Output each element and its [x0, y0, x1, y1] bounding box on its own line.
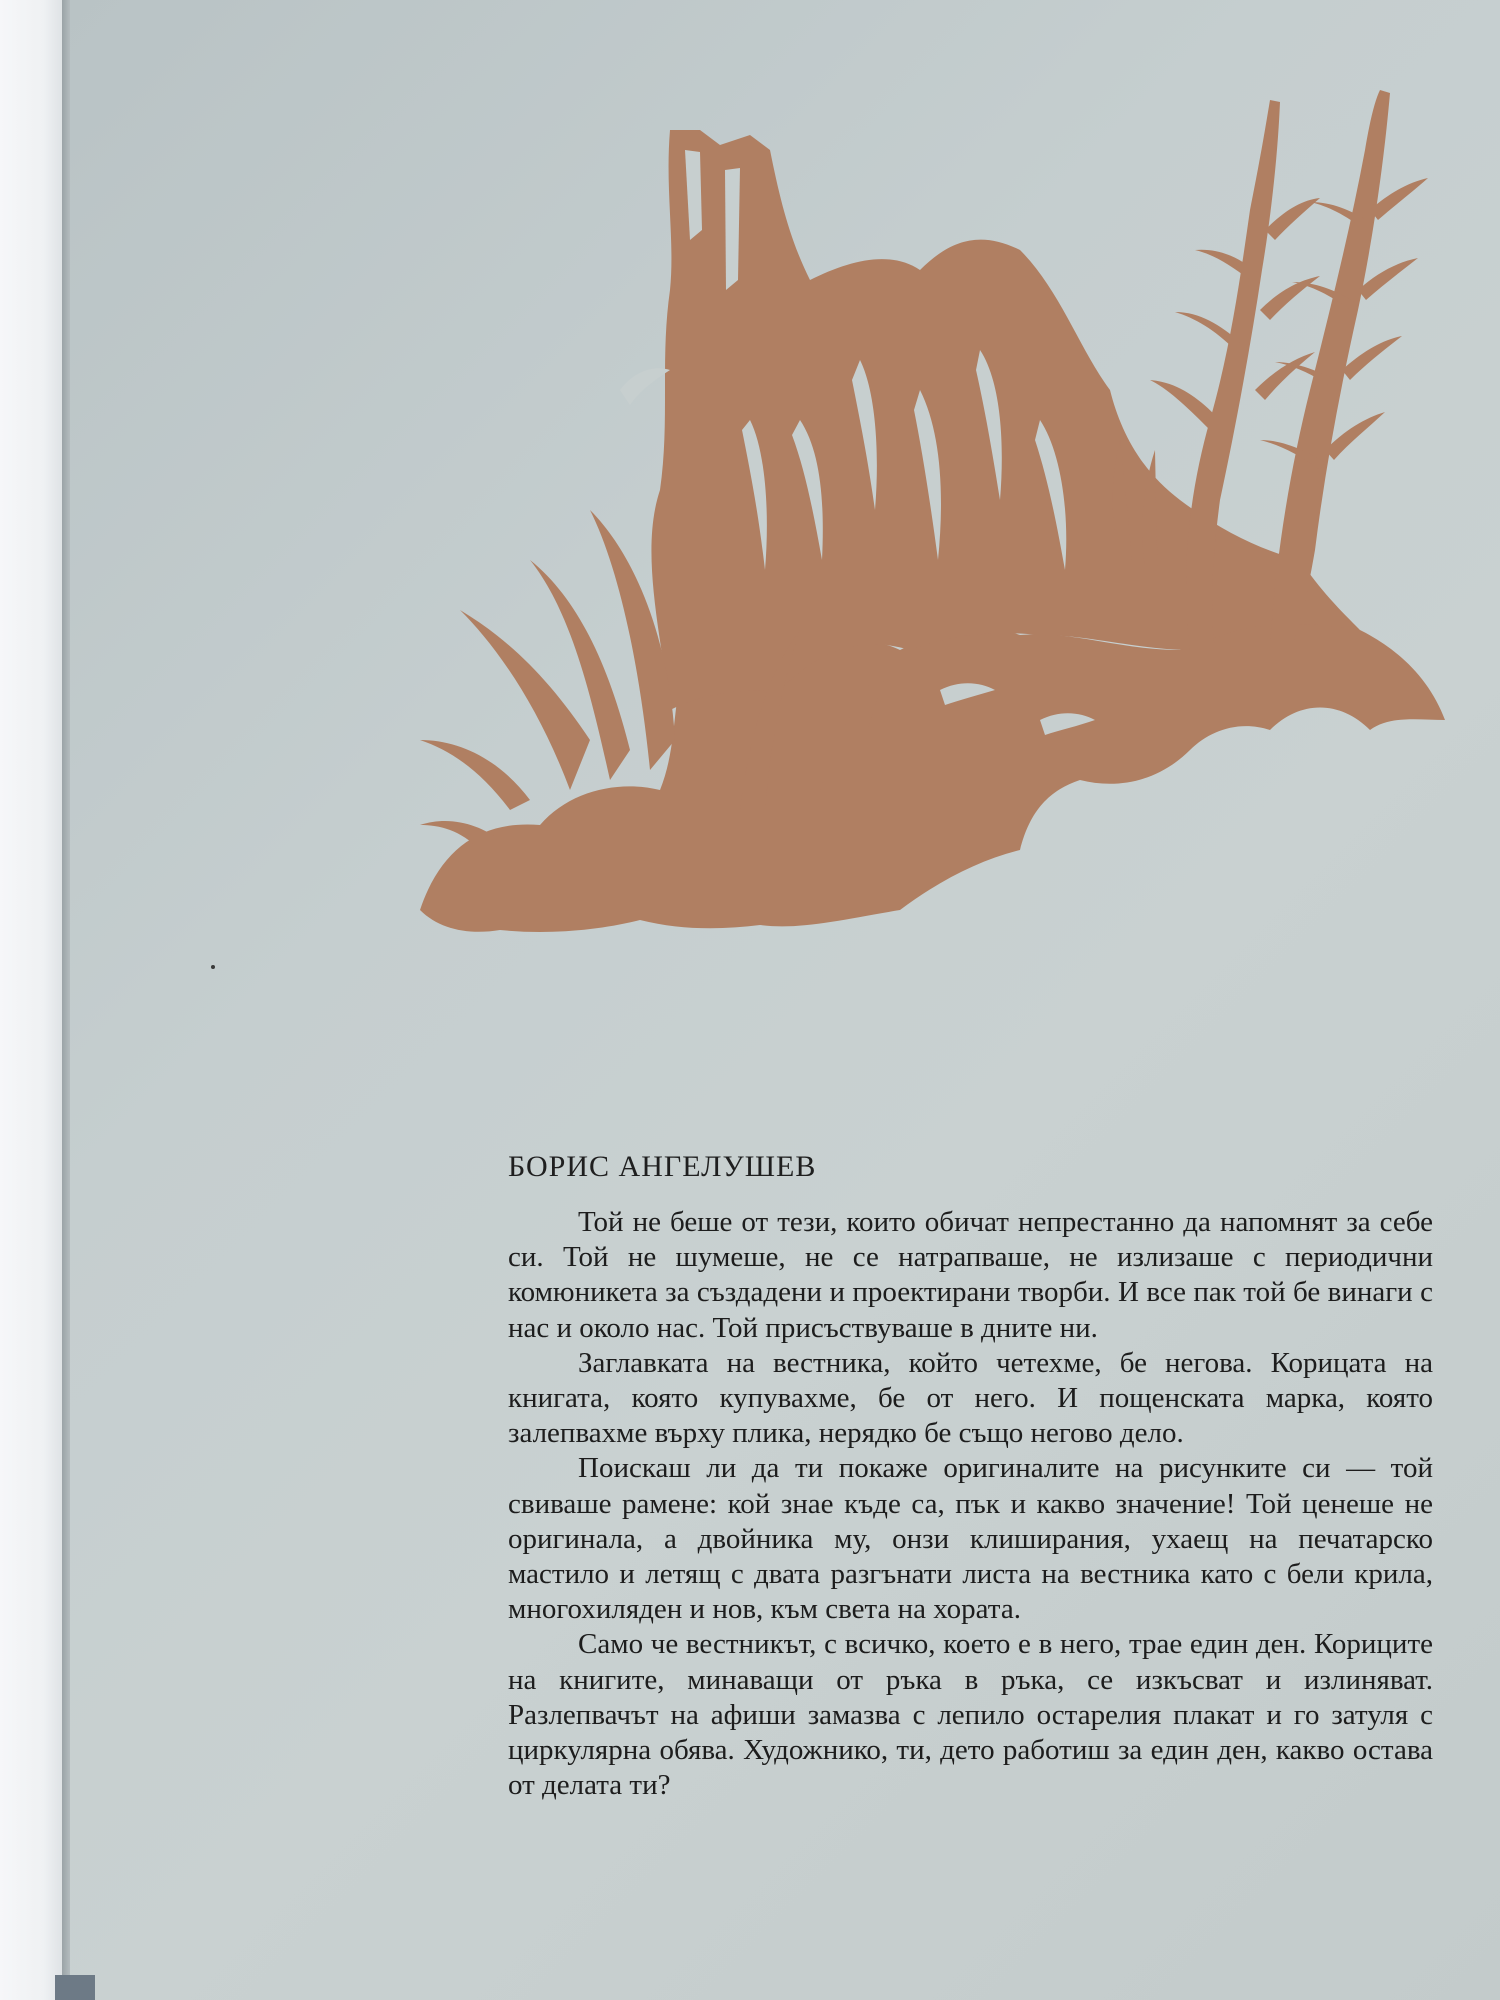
page-corner	[55, 1975, 95, 2000]
article-body	[508, 1205, 1433, 1803]
paragraph: Поискаш ли да ти покаже оригиналите на рисунките си — той свиваше рамене: кой знае къде са, пък и какво значение! Той ценеше не оригинала, а двойника му, онзи клиширания, ухаещ на печатарско мастило и летящ с двата разгънати листа на вестника като с бели крила, многохиляден и нов, към света на хората.	[508, 1452, 1433, 1626]
paragraph: Само че вестникът, с всичко, което е в него, трае един ден. Кориците на книгите, минаващи от ръка в ръка, се изкъсват и излиняват. Разлепвачът на афиши замазва с лепило остарелия плакат и го затуля с циркулярна обява. Художнико, ти, дето работиш за един ден, какво остава от делата ти?	[508, 1628, 1433, 1802]
author-heading: БОРИС АНГЕЛУШЕВ	[508, 1150, 817, 1183]
tree-stump-illustration	[420, 90, 1470, 960]
paragraph: Той не беше от тези, които обичат непрестанно да напомнят за себе си. Той не шумеше, не се натрапваше, не излизаше с периодични комюникета за създадени и проектирани творби. И все пак той бе винаги с нас и около нас. Той присъствуваше в дните ни.	[508, 1206, 1433, 1344]
paragraph: Заглавката на вестника, който четехме, бе негова. Корицата на книгата, която купувахме, бе от него. И пощенската марка, която залепвахме върху плика, нерядко бе също негово дело.	[508, 1346, 1433, 1450]
left-page-edge	[0, 0, 62, 2000]
ink-speck	[211, 965, 215, 969]
